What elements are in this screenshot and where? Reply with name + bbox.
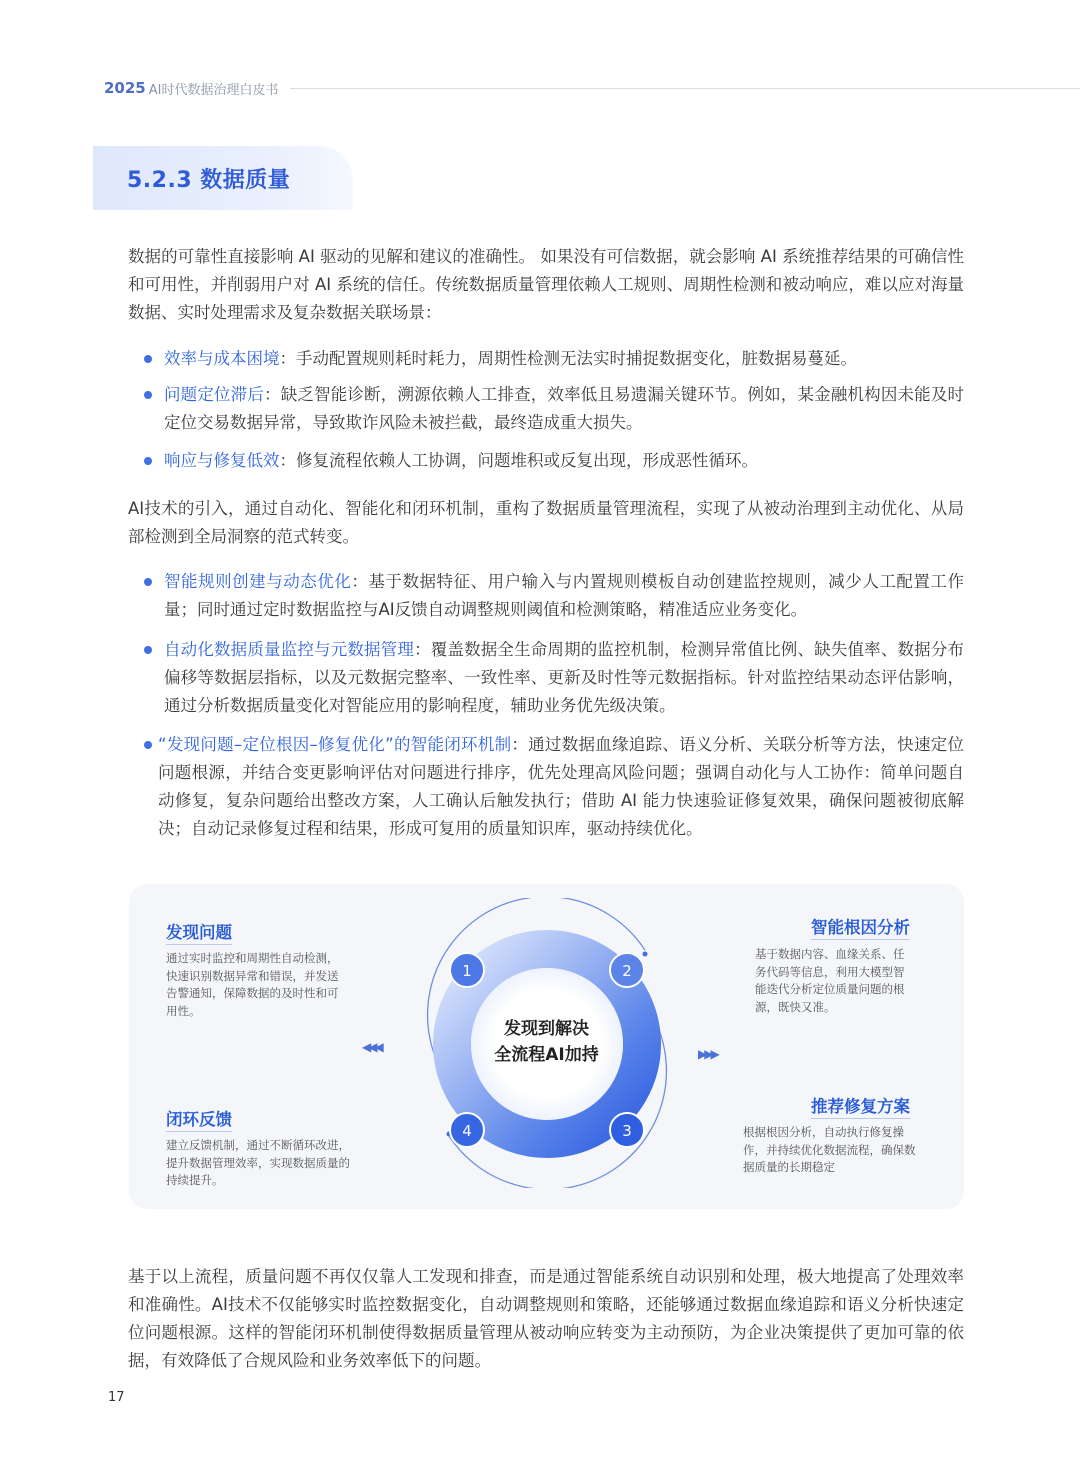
step-4-title: 闭环反馈	[166, 1106, 232, 1132]
solution-list	[128, 568, 964, 843]
header-year: 2025	[104, 79, 146, 97]
process-diagram	[129, 884, 964, 1209]
section-heading	[93, 146, 353, 210]
bullet-dot-icon	[144, 578, 152, 586]
bullet-text: ：基于数据特征、用户输入与内置规则模板自动创建监控规则，减少人工配置工作量；同时通过定时数据监控与AI反馈自动调整规则阈值和检测策略，精准适应业务变化。	[164, 572, 965, 619]
intro-paragraph: 数据的可靠性直接影响 AI 驱动的见解和建议的准确性。 如果没有可信数据，就会影响 AI 系统推荐结果的可确信性和可用性，并削弱用户对 AI 系统的信任。传统数据质量管理依赖人工规则、周期性检测和被动响应，难以应对海量数据、实时处理需求及复杂数据关联场景：	[128, 247, 964, 322]
step-4-text: 建立反馈机制，通过不断循环改进，提升数据管理效率，实现数据质量的持续提升。	[166, 1138, 350, 1187]
page-header	[104, 76, 1080, 100]
list-item	[128, 568, 964, 624]
center-line-1: 发现到解决	[504, 1019, 589, 1039]
bullet-text: ：手动配置规则耗时耗力，周期性检测无法实时捕捉数据变化，脏数据易蔓延。	[279, 349, 857, 368]
step-badge-4	[450, 1113, 484, 1147]
step-1-title: 发现问题	[166, 919, 232, 945]
list-item	[128, 447, 964, 475]
section-title: 5.2.3 数据质量	[127, 167, 291, 193]
bullet-text: ：缺乏智能诊断，溯源依赖人工排查，效率低且易遗漏关键环节。例如，某金融机构因未能及时定位交易数据异常，导致欺诈风险未被拦截，最终造成重大损失。	[164, 385, 965, 432]
list-item	[128, 636, 964, 720]
problem-list	[128, 345, 964, 475]
bullet-text: ：通过数据血缘追踪、语义分析、关联分析等方法，快速定位问题根源，并结合变更影响评估对问题进行排序，优先处理高风险问题；强调自动化与人工协作：简单问题自动修复，复杂问题给出整改方案，人工确认后触发执行；借助 AI 能力快速验证修复效果，确保问题被彻底解决；自动记录修复过程和结果，形成可复用的质量知识库，驱动持续优化。	[158, 735, 964, 838]
bullet-text: ：修复流程依赖人工协调，问题堆积或反复出现，形成恶性循环。	[279, 451, 758, 470]
step-2-text: 基于数据内容、血缘关系、任务代码等信息，利用大模型智能迭代分析定位质量问题的根源，既快又准。	[755, 947, 905, 1014]
bullet-keyword: 效率与成本困境	[164, 349, 280, 368]
step-3-title: 推荐修复方案	[811, 1093, 910, 1119]
conclusion-paragraph: 基于以上流程，质量问题不再仅仅靠人工发现和排查，而是通过智能系统自动识别和处理，极大地提高了处理效率和准确性。AI技术不仅能够实时监控数据变化，自动调整规则和策略，还能够通过数据血缘追踪和语义分析快速定位问题根源。这样的智能闭环机制使得数据质量管理从被动响应转变为主动预防，为企业决策提供了更加可靠的依据，有效降低了合规风险和业务效率低下的问题。	[128, 1267, 964, 1370]
bullet-keyword: 智能规则创建与动态优化	[164, 572, 352, 591]
step-badge-3	[610, 1113, 644, 1147]
list-item	[128, 731, 964, 843]
list-item	[128, 381, 964, 437]
step-badge-2	[610, 953, 644, 987]
bullet-keyword: 问题定位滞后	[164, 385, 265, 404]
list-item	[128, 345, 964, 373]
arrows-right-icon: ▶▶▶	[698, 1047, 717, 1061]
center-line-2: 全流程AI加持	[494, 1045, 599, 1065]
arrows-left-icon: ◀◀◀	[362, 1040, 381, 1054]
arc-end-dot	[643, 952, 648, 957]
step-badge-4-num: 4	[462, 1122, 472, 1140]
bullet-dot-icon	[144, 457, 152, 465]
step-badge-2-num: 2	[622, 962, 632, 980]
ai-intro-paragraph: AI技术的引入，通过自动化、智能化和闭环机制，重构了数据质量管理流程，实现了从被动治理到主动优化、从局部检测到全局洞察的范式转变。	[128, 499, 964, 546]
step-badge-1-num: 1	[462, 962, 472, 980]
bullet-keyword: 自动化数据质量监控与元数据管理	[164, 640, 415, 659]
page-number: 17	[108, 1390, 125, 1405]
bullet-keyword: “发现问题–定位根因–修复优化”的智能闭环机制	[158, 735, 512, 754]
step-badge-1	[450, 953, 484, 987]
bullet-keyword: 响应与修复低效	[164, 451, 280, 470]
step-3-text: 根据根因分析，自动执行修复操作，并持续优化数据流程，确保数据质量的长期稳定	[743, 1125, 916, 1174]
header-rule	[290, 88, 1080, 89]
step-2-title: 智能根因分析	[811, 914, 910, 940]
step-badge-3-num: 3	[622, 1122, 632, 1140]
bullet-dot-icon	[144, 741, 152, 749]
bullet-dot-icon	[144, 646, 152, 654]
bullet-dot-icon	[144, 355, 152, 363]
header-title: AI时代数据治理白皮书	[148, 82, 279, 98]
bullet-dot-icon	[144, 391, 152, 399]
step-1-text: 通过实时监控和周期性自动检测，快速识别数据异常和错误，并发送告警通知，保障数据的及时性和可用性。	[166, 951, 339, 1018]
bullet-text: ：覆盖数据全生命周期的监控机制，检测异常值比例、缺失值率、数据分布偏移等数据层指标，以及元数据完整率、一致性率、更新及时性等元数据指标。针对监控结果动态评估影响，通过分析数据质量变化对智能应用的影响程度，辅助业务优先级决策。	[164, 640, 965, 715]
diagram-center-label	[469, 1016, 624, 1068]
